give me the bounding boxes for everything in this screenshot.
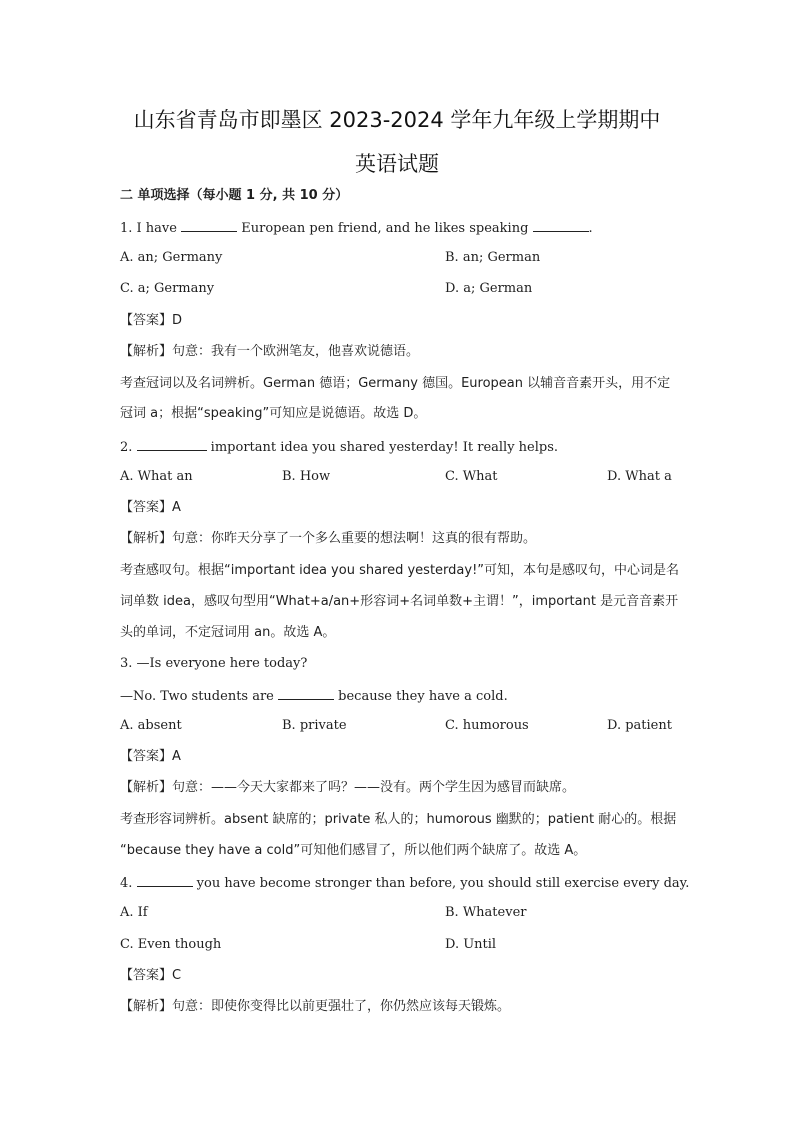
question-1-answer: 【答案】D	[120, 313, 183, 328]
question-3-option-d: D. patient	[607, 718, 672, 733]
question-4-option-c: C. Even though	[120, 937, 222, 952]
question-2-option-b: B. How	[282, 469, 331, 484]
question-1-analysis: 考查冠词以及名词辨析。German 德语；Germany 德国。European 以辅音音素开头，用不定	[120, 376, 671, 391]
question-1-text-end: .	[588, 221, 593, 236]
question-4-analysis: 【解析】句意：即使你变得比以前更强壮了，你仍然应该每天锻炼。	[120, 999, 511, 1014]
question-1	[120, 219, 593, 237]
question-2-analysis: 【解析】句意：你昨天分享了一个多么重要的想法啊！这真的很有帮助。	[120, 531, 537, 546]
question-1-option-c: C. a; Germany	[120, 281, 215, 296]
question-1-analysis: 冠词 a；根据“speaking”可知应是说德语。故选 D。	[120, 406, 427, 421]
question-1-option-b: B. an; German	[445, 250, 541, 265]
question-4	[120, 874, 689, 892]
question-4-text-end: you have become stronger than before, you should still exercise every day.	[192, 876, 690, 891]
question-2	[120, 438, 558, 456]
question-2-option-c: C. What	[445, 469, 498, 484]
question-3-text-end: because they have a cold.	[334, 689, 508, 704]
question-4-answer: 【答案】C	[120, 968, 182, 983]
question-1-text-start: 1. I have	[120, 221, 182, 236]
question-3-option-c: C. humorous	[445, 718, 529, 733]
question-3-analysis: “because they have a cold”可知他们感冒了，所以他们两个缺席了。故选 A。	[120, 843, 587, 858]
question-1-analysis: 【解析】句意：我有一个欧洲笔友，他喜欢说德语。	[120, 344, 420, 359]
question-1-option-d: D. a; German	[445, 281, 533, 296]
question-4-option-a: A. If	[120, 905, 148, 920]
question-1-text-middle: European pen friend, and he likes speaking	[237, 221, 533, 236]
answer-blank	[181, 219, 237, 232]
question-3-line-1: 3. —Is everyone here today?	[120, 656, 308, 671]
question-2-text-end: important idea you shared yesterday! It really helps.	[206, 440, 559, 455]
question-4-text-start: 4.	[120, 876, 137, 891]
question-3-option-b: B. private	[282, 718, 347, 733]
question-4-option-b: B. Whatever	[445, 905, 527, 920]
section-heading: 二 单项选择（每小题 1 分, 共 10 分）	[120, 188, 349, 203]
document-subtitle: 英语试题	[355, 152, 439, 176]
question-2-analysis: 头的单词，不定冠词用 an。故选 A。	[120, 625, 336, 640]
question-2-answer: 【答案】A	[120, 500, 181, 515]
answer-blank	[533, 219, 589, 232]
document-title: 山东省青岛市即墨区 2023-2024 学年九年级上学期期中	[133, 108, 661, 132]
answer-blank	[137, 874, 193, 887]
question-2-analysis: 词单数 idea，感叹句型用“What+a/an+形容词+名词单数+主谓！”，important 是元音音素开	[120, 594, 679, 609]
question-3-answer: 【答案】A	[120, 749, 181, 764]
question-2-option-a: A. What an	[120, 469, 193, 484]
question-3-text-start: —No. Two students are	[120, 689, 279, 704]
question-3-analysis: 【解析】句意：——今天大家都来了吗？——没有。两个学生因为感冒而缺席。	[120, 780, 576, 795]
question-2-analysis: 考查感叹句。根据“important idea you shared yesterday!”可知，本句是感叹句，中心词是名	[120, 563, 680, 578]
answer-blank	[278, 687, 334, 700]
question-2-option-d: D. What a	[607, 469, 672, 484]
question-4-option-d: D. Until	[445, 937, 497, 952]
question-3-line-2	[120, 687, 508, 705]
question-3-analysis: 考查形容词辨析。absent 缺席的；private 私人的；humorous 幽默的；patient 耐心的。根据	[120, 812, 677, 827]
question-3-option-a: A. absent	[120, 718, 182, 733]
answer-blank	[137, 438, 207, 451]
question-1-option-a: A. an; Germany	[120, 250, 223, 265]
question-2-text-start: 2.	[120, 440, 137, 455]
